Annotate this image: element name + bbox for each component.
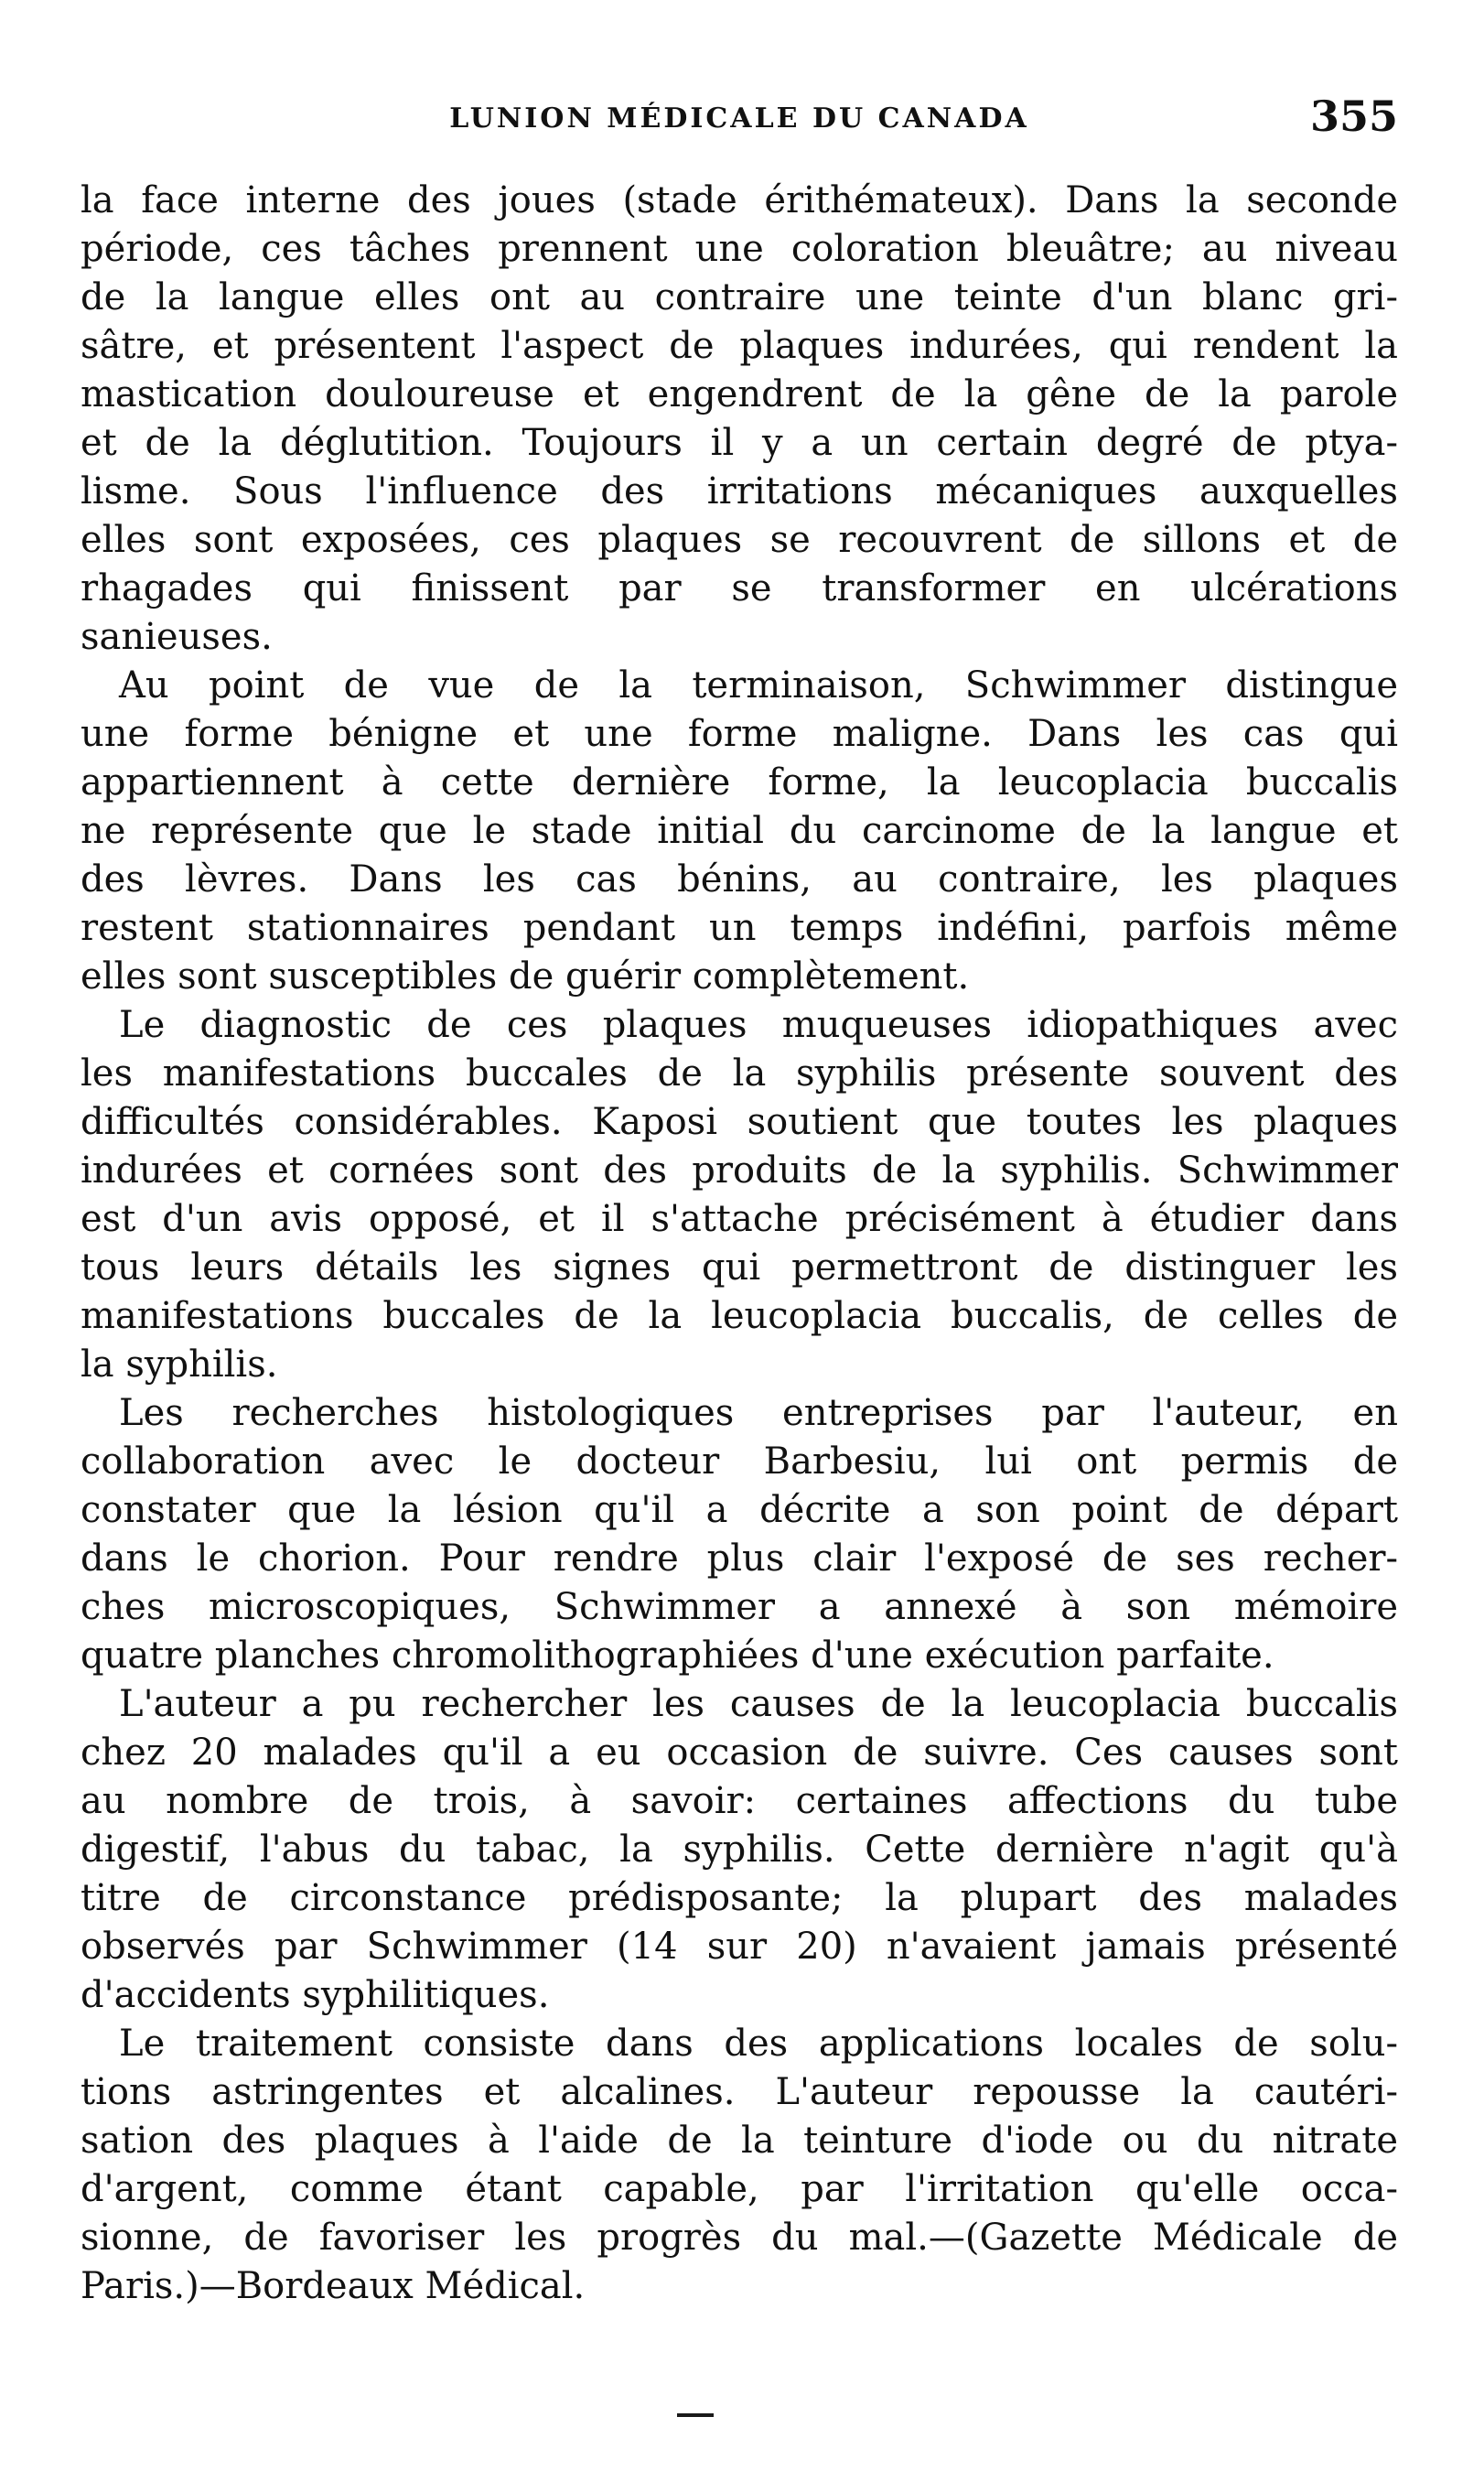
text-line: Les recherches histologiques entreprises par l'auteur, en xyxy=(119,1392,1398,1434)
text-line: mastication douloureuse et engendrent de la gêne de la parole xyxy=(81,373,1398,415)
text-line: chez 20 malades qu'il a eu occasion de suivre. Ces causes sont xyxy=(81,1732,1398,1774)
text-line: titre de circonstance prédisposante; la plupart des malades xyxy=(81,1877,1398,1919)
paragraph xyxy=(81,1001,1398,1389)
footer-rule xyxy=(677,2413,714,2417)
text-line: elles sont susceptibles de guérir complètement. xyxy=(81,955,970,998)
paragraph xyxy=(81,662,1398,1001)
text-line: sionne, de favoriser les progrès du mal.—(Gazette Médicale de xyxy=(81,2217,1398,2259)
text-line: et de la déglutition. Toujours il y a un certain degré de ptya- xyxy=(81,422,1398,464)
text-line: d'accidents syphilitiques. xyxy=(81,1974,550,2016)
text-line: rhagades qui finissent par se transformer en ulcérations xyxy=(81,567,1398,610)
paragraph xyxy=(81,2020,1398,2311)
text-line: de la langue elles ont au contraire une teinte d'un blanc gri- xyxy=(81,276,1398,318)
text-line: digestif, l'abus du tabac, la syphilis. Cette dernière n'agit qu'à xyxy=(81,1829,1398,1871)
text-line: tions astringentes et alcalines. L'auteur repousse la cautéri- xyxy=(81,2071,1398,2113)
text-line: L'auteur a pu rechercher les causes de la leucoplacia buccalis xyxy=(119,1683,1398,1725)
text-line: collaboration avec le docteur Barbesiu, lui ont permis de xyxy=(81,1441,1398,1483)
text-line: Le diagnostic de ces plaques muqueuses idiopathiques avec xyxy=(119,1004,1398,1046)
paragraph xyxy=(81,177,1398,662)
text-line: constater que la lésion qu'il a décrite a son point de départ xyxy=(81,1489,1398,1531)
text-line: sation des plaques à l'aide de la teinture d'iode ou du nitrate xyxy=(81,2120,1398,2162)
running-title: LUNION MÉDICALE DU CANADA xyxy=(449,103,1029,135)
text-line: ne représente que le stade initial du carcinome de la langue et xyxy=(81,810,1398,852)
text-line: elles sont exposées, ces plaques se recouvrent de sillons et de xyxy=(81,519,1398,561)
page-header xyxy=(81,92,1398,146)
page-number: 355 xyxy=(1309,92,1398,141)
text-line: quatre planches chromolithographiées d'une exécution parfaite. xyxy=(81,1635,1274,1677)
text-line: d'argent, comme étant capable, par l'irritation qu'elle occa- xyxy=(81,2168,1398,2210)
text-line: sâtre, et présentent l'aspect de plaques indurées, qui rendent la xyxy=(81,325,1398,367)
article-body xyxy=(81,177,1398,2311)
text-line: la face interne des joues (stade érithémateux). Dans la seconde xyxy=(81,179,1398,221)
text-line: appartiennent à cette dernière forme, la leucoplacia buccalis xyxy=(81,761,1398,804)
text-line: ches microscopiques, Schwimmer a annexé à son mémoire xyxy=(81,1586,1398,1628)
text-line: les manifestations buccales de la syphilis présente souvent des xyxy=(81,1052,1398,1095)
text-line: Le traitement consiste dans des applications locales de solu- xyxy=(119,2023,1398,2065)
text-line: est d'un avis opposé, et il s'attache précisément à étudier dans xyxy=(81,1198,1398,1240)
text-line: la syphilis. xyxy=(81,1343,278,1386)
text-line: manifestations buccales de la leucoplacia buccalis, de celles de xyxy=(81,1295,1398,1337)
paragraph xyxy=(81,1680,1398,2020)
text-line: tous leurs détails les signes qui permettront de distinguer les xyxy=(81,1246,1398,1289)
paragraph xyxy=(81,1389,1398,1680)
text-line: restent stationnaires pendant un temps indéfini, parfois même xyxy=(81,907,1398,949)
text-line: au nombre de trois, à savoir: certaines affections du tube xyxy=(81,1780,1398,1822)
text-line: observés par Schwimmer (14 sur 20) n'avaient jamais présenté xyxy=(81,1926,1398,1968)
text-line: dans le chorion. Pour rendre plus clair l'exposé de ses recher- xyxy=(81,1538,1398,1580)
text-line: lisme. Sous l'influence des irritations mécaniques auxquelles xyxy=(81,470,1398,513)
text-line: Au point de vue de la terminaison, Schwimmer distingue xyxy=(119,664,1398,707)
text-line: indurées et cornées sont des produits de la syphilis. Schwimmer xyxy=(81,1149,1398,1192)
text-line: Paris.)—Bordeaux Médical. xyxy=(81,2265,586,2307)
text-line: sanieuses. xyxy=(81,616,273,658)
text-line: difficultés considérables. Kaposi soutient que toutes les plaques xyxy=(81,1101,1398,1143)
text-line: des lèvres. Dans les cas bénins, au contraire, les plaques xyxy=(81,858,1398,901)
text-line: une forme bénigne et une forme maligne. Dans les cas qui xyxy=(81,713,1398,755)
text-line: période, ces tâches prennent une coloration bleuâtre; au niveau xyxy=(81,228,1398,270)
